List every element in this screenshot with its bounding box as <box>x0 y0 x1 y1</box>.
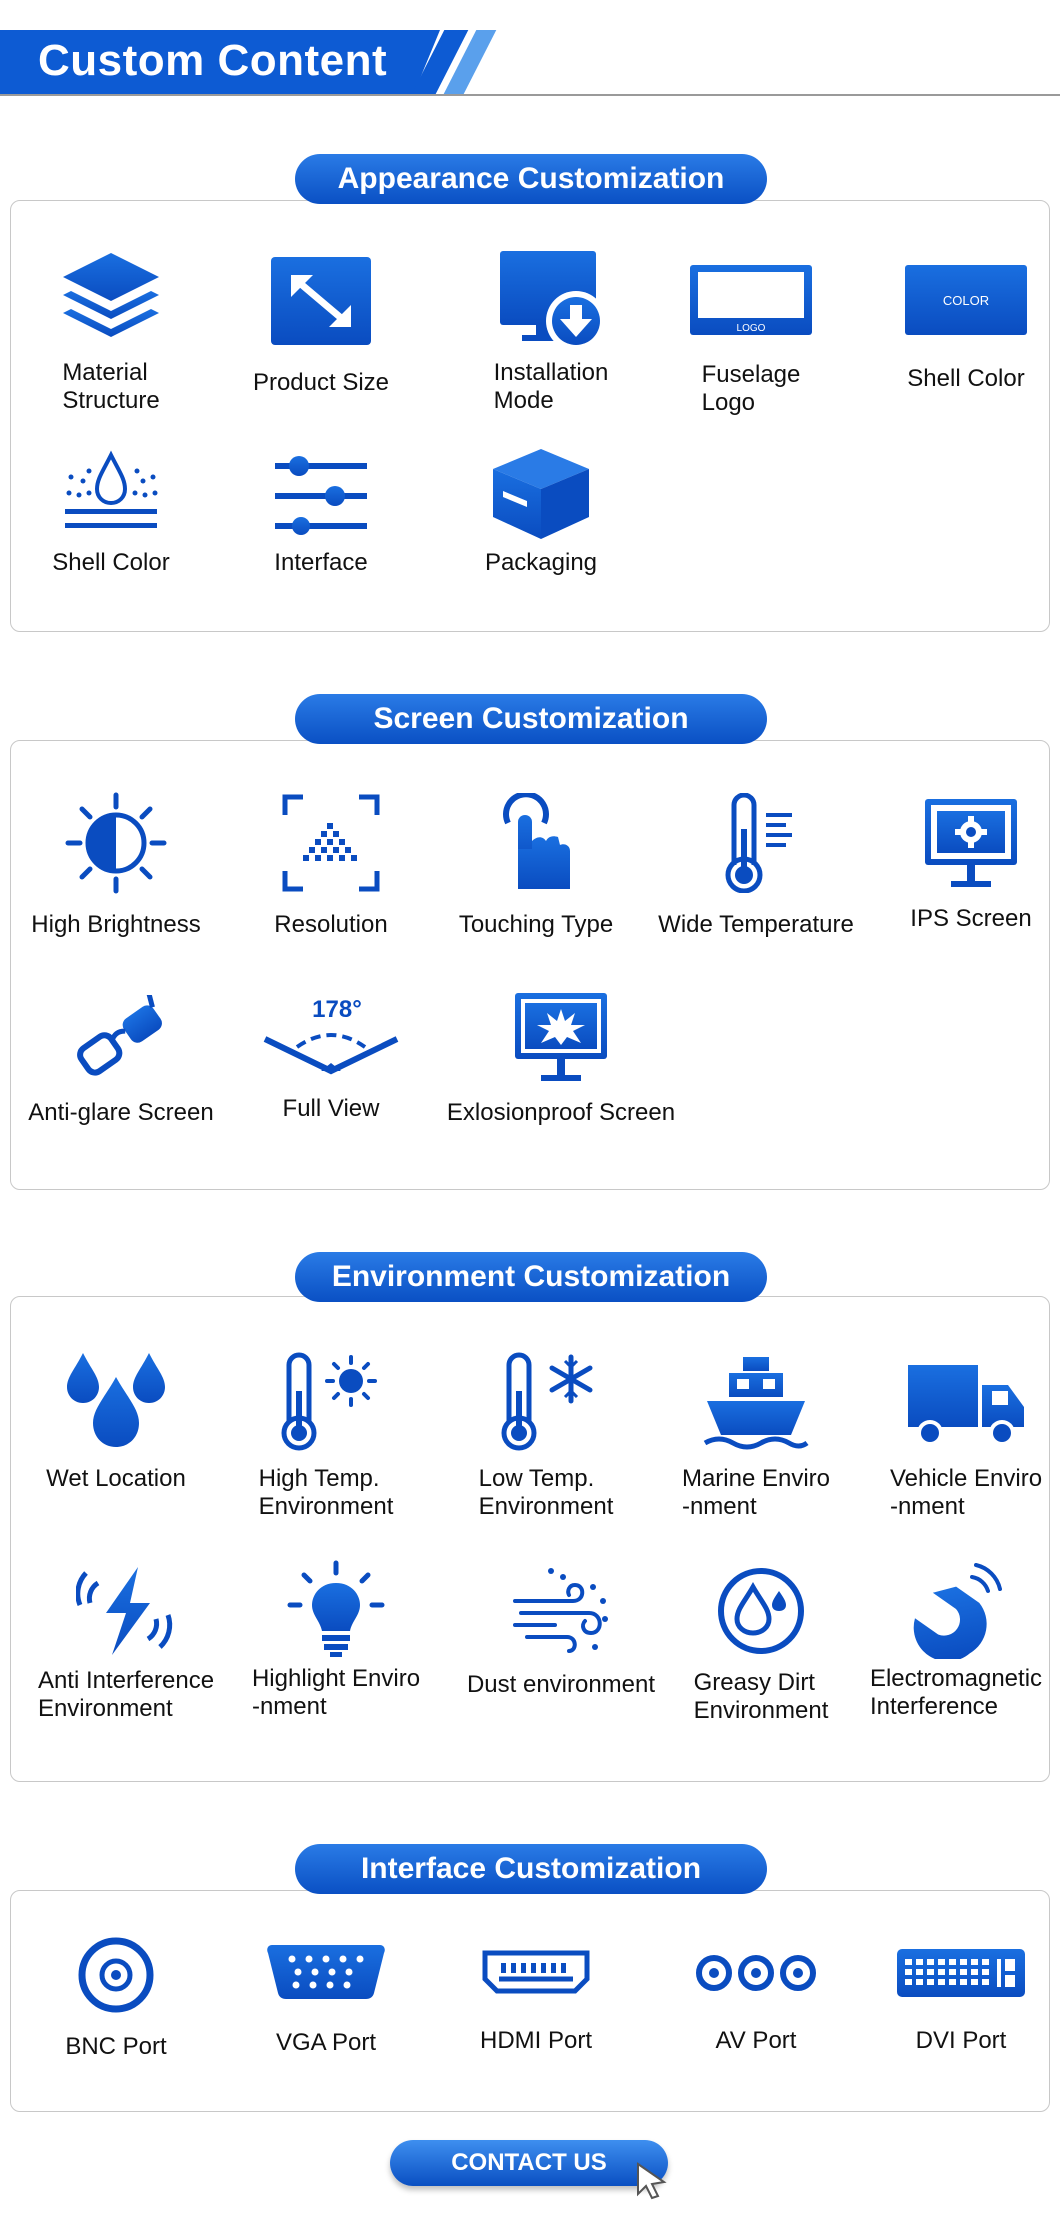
item-label: Touching Type <box>458 911 614 938</box>
item-label: High Brightness <box>31 911 201 938</box>
dvi-pin <box>971 1969 978 1975</box>
water-drops-icon <box>61 1351 171 1451</box>
env-item-highlight <box>236 1559 436 1721</box>
dvi-pin <box>971 1959 978 1965</box>
item-label: IPS Screen <box>910 905 1032 932</box>
interface-item-vga <box>241 1941 411 2057</box>
monitor-explosion-icon <box>513 991 609 1085</box>
contact-us-button[interactable]: CONTACT US <box>390 2140 668 2186</box>
thermometer-icon <box>716 793 796 893</box>
resolution-icon <box>281 793 381 893</box>
item-label: Resolution <box>274 911 388 938</box>
dvi-pin <box>916 1969 923 1975</box>
env-item-antiinterference <box>26 1563 226 1723</box>
env-item-dust <box>441 1563 681 1699</box>
resize-icon <box>269 255 373 347</box>
appearance-item-shell-color-2 <box>31 449 191 577</box>
item-label: High Temp. Environment <box>258 1465 394 1520</box>
interface-section <box>10 1890 1050 2112</box>
item-label: VGA Port <box>275 2029 377 2056</box>
item-label: Electromagnetic Interference <box>869 1665 1043 1720</box>
item-label: AV Port <box>715 2027 797 2054</box>
ship-icon <box>701 1351 811 1451</box>
oil-drop-circle-icon <box>713 1563 809 1659</box>
item-label: Dust environment <box>466 1671 656 1698</box>
env-item-marine <box>666 1351 846 1521</box>
box-icon <box>489 447 593 539</box>
dvi-pin <box>927 1979 934 1985</box>
item-label: BNC Port <box>65 2033 167 2060</box>
interface-title: Interface Customization <box>295 1844 767 1894</box>
dvi-pin <box>927 1969 934 1975</box>
item-label: Low Temp. Environment <box>478 1465 614 1520</box>
appearance-title: Appearance Customization <box>295 154 767 204</box>
magnet-icon <box>906 1559 1006 1659</box>
item-label: Greasy Dirt Environment <box>693 1669 829 1724</box>
vga-port-icon <box>266 1941 386 2001</box>
dvi-pin <box>905 1959 912 1965</box>
screen-item-antiglare <box>11 995 231 1127</box>
dvi-pin <box>949 1979 956 1985</box>
appearance-item-packaging <box>466 447 616 577</box>
item-label: Interface <box>274 549 368 576</box>
cursor-icon <box>634 2160 670 2200</box>
dvi-pin <box>982 1979 989 1985</box>
appearance-item-shell-color <box>886 263 1046 393</box>
item-label: Marine Enviro -nment <box>681 1465 831 1520</box>
page-title: Custom Content <box>38 36 388 85</box>
dvi-pin <box>960 1979 967 1985</box>
brightness-icon <box>64 791 168 895</box>
env-item-hightemp <box>236 1351 416 1521</box>
interface-item-av <box>671 1951 841 2055</box>
item-label: Wide Temperature <box>658 911 854 938</box>
item-label: Full View <box>282 1095 380 1122</box>
water-drop-spray-icon <box>61 449 161 535</box>
env-item-lowtemp <box>456 1351 636 1521</box>
item-label: HDMI Port <box>479 2027 592 2054</box>
view-angle-icon <box>261 987 401 1083</box>
screen-item-ips <box>891 797 1051 933</box>
screen-item-brightness <box>11 791 221 939</box>
item-label: Anti Interference Environment <box>37 1667 215 1722</box>
logo-badge: LOGO <box>736 323 766 334</box>
item-label: Highlight Enviro -nment <box>251 1665 421 1720</box>
dvi-pin <box>960 1959 967 1965</box>
glasses-icon <box>71 995 171 1083</box>
dvi-pin <box>905 1969 912 1975</box>
appearance-item-interface <box>251 449 391 577</box>
dvi-pin <box>971 1979 978 1985</box>
env-item-wet <box>31 1351 201 1493</box>
hdmi-port-icon <box>481 1949 591 1995</box>
appearance-item-logo <box>681 263 821 417</box>
item-label: Anti-glare Screen <box>28 1099 214 1126</box>
lightning-signal-icon <box>76 1563 176 1659</box>
screen-section <box>10 740 1050 1190</box>
dvi-pin <box>905 1979 912 1985</box>
dvi-pin <box>982 1959 989 1965</box>
color-swatch-icon <box>903 263 1029 337</box>
appearance-item-installation <box>471 249 631 415</box>
monitor-gear-icon <box>923 797 1019 891</box>
angle-badge: 178° <box>312 996 362 1023</box>
layers-icon <box>59 247 163 347</box>
color-badge: COLOR <box>942 293 990 308</box>
appearance-section <box>10 200 1050 632</box>
item-label: Wet Location <box>46 1465 186 1492</box>
item-label: Fuselage Logo <box>701 361 801 416</box>
interface-item-bnc <box>31 1935 201 2061</box>
screen-item-fullview <box>236 987 426 1123</box>
interface-item-hdmi <box>451 1949 621 2055</box>
item-label: DVI Port <box>915 2027 1007 2054</box>
item-label: Installation Mode <box>493 359 609 414</box>
env-item-electromagnetic <box>861 1559 1051 1721</box>
item-label: Shell Color <box>907 365 1025 392</box>
interface-item-dvi <box>876 1947 1046 2055</box>
dvi-port-icon <box>895 1947 1027 1999</box>
dvi-pin <box>938 1979 945 1985</box>
lightbulb-icon <box>286 1559 386 1659</box>
screen-item-touch <box>436 793 636 939</box>
av-port-icon <box>694 1951 818 1995</box>
item-label: Product Size <box>252 369 390 396</box>
environment-title: Environment Customization <box>295 1252 767 1302</box>
appearance-item-size <box>241 255 401 397</box>
dvi-pin <box>938 1959 945 1965</box>
sliders-icon <box>271 449 371 535</box>
thermometer-snow-icon <box>491 1351 601 1451</box>
dvi-pin <box>938 1969 945 1975</box>
dvi-pin <box>916 1979 923 1985</box>
item-label: Packaging <box>484 549 598 576</box>
item-label: Vehicle Enviro -nment <box>889 1465 1043 1520</box>
appearance-item-material <box>31 247 191 415</box>
header-divider <box>0 94 1060 96</box>
dvi-pin <box>949 1969 956 1975</box>
screen-item-explosionproof <box>421 991 701 1127</box>
logo-screen-icon <box>688 263 814 337</box>
screen-item-resolution <box>231 793 431 939</box>
bnc-port-icon <box>76 1935 156 2015</box>
dvi-pin <box>982 1969 989 1975</box>
screen-item-temperature <box>641 793 871 939</box>
dvi-pin <box>949 1959 956 1965</box>
touch-hand-icon <box>486 793 586 893</box>
dvi-pin <box>927 1959 934 1965</box>
environment-section <box>10 1296 1050 1782</box>
env-item-greasy <box>671 1563 851 1725</box>
item-label: Material Structure <box>62 359 160 414</box>
item-label: Exlosionproof Screen <box>446 1099 676 1126</box>
dvi-pin <box>916 1959 923 1965</box>
thermometer-sun-icon <box>271 1351 381 1451</box>
item-label: Shell Color <box>52 549 170 576</box>
dust-wind-icon <box>511 1563 611 1659</box>
screen-title: Screen Customization <box>295 694 767 744</box>
monitor-download-icon <box>496 249 606 353</box>
truck-icon <box>904 1351 1028 1451</box>
page-header <box>0 30 1060 96</box>
dvi-pin <box>960 1969 967 1975</box>
env-item-vehicle <box>881 1351 1051 1521</box>
